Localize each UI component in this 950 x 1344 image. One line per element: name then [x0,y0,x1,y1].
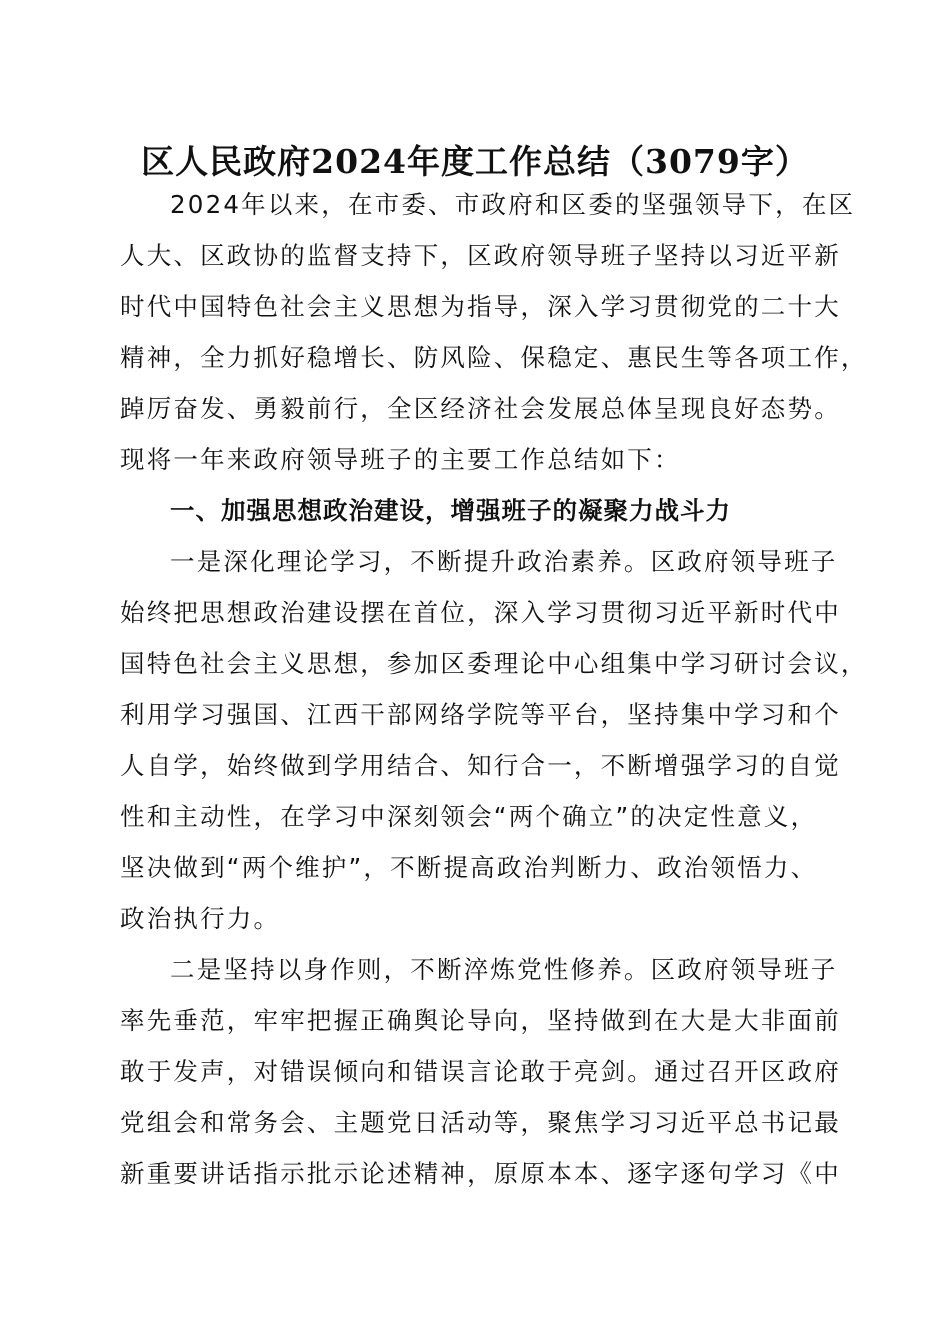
paragraph-line: 一是深化理论学习，不断提升政治素养。区政府领导班子 [170,547,838,576]
paragraph-line: 2024年以来，在市委、市政府和区委的坚强领导下，在区 [170,190,856,219]
paragraph-line: 二是坚持以身作则，不断淬炼党性修养。区政府领导班子 [170,955,838,984]
paragraph-line: 现将一年来政府领导班子的主要工作总结如下： [120,445,681,474]
document-title: 区人民政府2024年度工作总结（3079字） [141,142,809,181]
paragraph-line: 新重要讲话指示批示论述精神，原原本本、逐字逐句学习《中 [120,1159,841,1188]
paragraph-line: 性和主动性，在学习中深刻领会“两个确立”的决定性意义， [120,802,818,831]
section-heading: 一、加强思想政治建设，增强班子的凝聚力战斗力 [170,496,731,525]
paragraph-line: 人大、区政协的监督支持下，区政府领导班子坚持以习近平新 [120,241,841,270]
paragraph-line: 坚决做到“两个维护”，不断提高政治判断力、政治领悟力、 [120,853,818,882]
paragraph-line: 政治执行力。 [120,904,281,933]
paragraph-line: 时代中国特色社会主义思想为指导，深入学习贯彻党的二十大 [120,292,841,321]
paragraph-line: 党组会和常务会、主题党日活动等，聚焦学习习近平总书记最 [120,1108,841,1137]
paragraph-line: 敢于发声，对错误倾向和错误言论敢于亮剑。通过召开区政府 [120,1057,841,1086]
paragraph-line: 精神，全力抓好稳增长、防风险、保稳定、惠民生等各项工作， [120,343,868,372]
paragraph-line: 利用学习强国、江西干部网络学院等平台，坚持集中学习和个 [120,700,841,729]
paragraph-line: 踔厉奋发、勇毅前行，全区经济社会发展总体呈现良好态势。 [120,394,841,423]
paragraph-line: 人自学，始终做到学用结合、知行合一，不断增强学习的自觉 [120,751,841,780]
paragraph-line: 始终把思想政治建设摆在首位，深入学习贯彻习近平新时代中 [120,598,841,627]
paragraph-line: 国特色社会主义思想，参加区委理论中心组集中学习研讨会议， [120,649,868,678]
paragraph-line: 率先垂范，牢牢把握正确舆论导向，坚持做到在大是大非面前 [120,1006,841,1035]
